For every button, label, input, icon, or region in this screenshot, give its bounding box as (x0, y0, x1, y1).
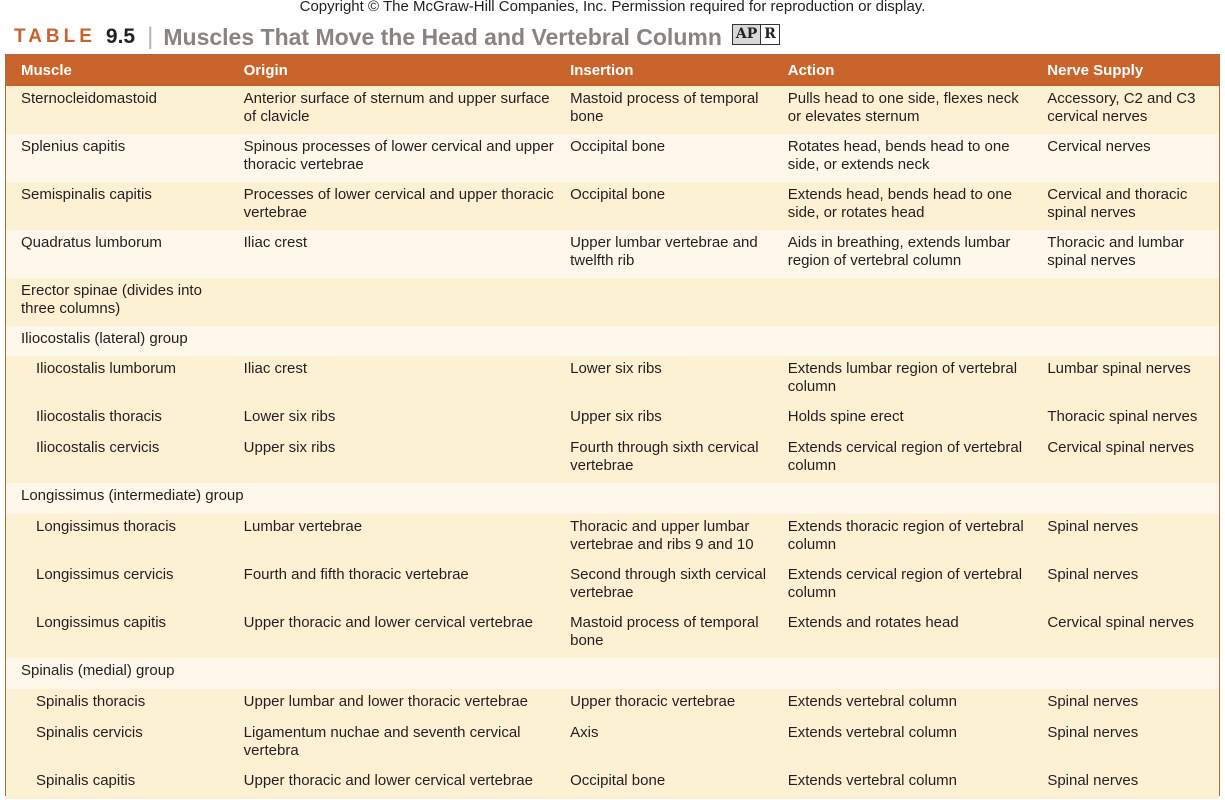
cell-muscle: Spinalis (medial) group (21, 662, 175, 679)
cell-action: Extends cervical region of vertebral column (787, 566, 1023, 601)
cell-insertion: Occipital bone (570, 186, 666, 203)
cell-action: Extends head, bends head to one side, or rotates head (787, 186, 1013, 221)
table-title: Muscles That Move the Head and Vertebral Column (163, 23, 722, 50)
cell-action: Extends and rotates head (787, 614, 959, 631)
table-row (6, 134, 1219, 182)
cell-nerve-supply: Accessory, C2 and C3 cervical nerves (1047, 90, 1196, 125)
column-header-muscle: Muscle (21, 62, 72, 79)
cell-insertion: Thoracic and upper lumbar vertebrae and ribs 9 and 10 (570, 518, 754, 553)
cell-nerve-supply: Cervical spinal nerves (1047, 614, 1195, 631)
group-heading-row (6, 278, 1219, 326)
cell-insertion: Upper lumbar vertebrae and twelfth rib (570, 234, 758, 269)
cell-muscle: Spinalis thoracis (36, 693, 146, 710)
cell-action: Extends vertebral column (787, 724, 957, 741)
copyright-notice: Copyright © The McGraw-Hill Companies, Inc. Permission required for reproduction or display. (299, 0, 926, 15)
apr-badge-r: R (760, 25, 779, 44)
apr-badge-ap: AP (733, 25, 760, 44)
cell-origin: Lower six ribs (243, 408, 336, 425)
cell-muscle: Semispinalis capitis (21, 186, 152, 203)
cell-nerve-supply: Spinal nerves (1047, 518, 1139, 535)
cell-nerve-supply: Lumbar spinal nerves (1047, 360, 1191, 377)
column-header-action: Action (787, 62, 835, 79)
cell-origin: Lumbar vertebrae (243, 518, 363, 535)
table-body (6, 86, 1219, 799)
cell-insertion: Mastoid process of temporal bone (570, 90, 759, 125)
table-row (6, 562, 1219, 610)
cell-origin: Upper lumbar and lower thoracic vertebrae (243, 693, 528, 710)
cell-insertion: Occipital bone (570, 138, 666, 155)
group-heading-row (6, 658, 1219, 689)
cell-muscle: Iliocostalis lumborum (36, 360, 177, 377)
table-row (6, 404, 1219, 435)
table-row (6, 689, 1219, 720)
cell-insertion: Occipital bone (570, 772, 666, 789)
cell-origin: Upper thoracic and lower cervical vertebrae (243, 772, 533, 789)
cell-origin: Spinous processes of lower cervical and upper thoracic vertebrae (243, 138, 554, 173)
table-row (6, 182, 1219, 230)
cell-origin: Upper thoracic and lower cervical vertebrae (243, 614, 533, 631)
cell-muscle: Longissimus (intermediate) group (21, 487, 244, 504)
cell-nerve-supply: Spinal nerves (1047, 566, 1139, 583)
cell-muscle: Erector spinae (divides into three columns) (21, 282, 202, 317)
group-heading-row (6, 483, 1219, 514)
table-row (6, 610, 1219, 658)
cell-insertion: Upper thoracic vertebrae (570, 693, 736, 710)
table-title-bar (14, 22, 780, 52)
cell-action: Extends lumbar region of vertebral column (787, 360, 1018, 395)
cell-origin: Processes of lower cervical and upper thoracic vertebrae (243, 186, 554, 221)
cell-action: Holds spine erect (787, 408, 904, 425)
cell-nerve-supply: Spinal nerves (1047, 772, 1139, 789)
cell-muscle: Longissimus capitis (36, 614, 167, 631)
cell-muscle: Iliocostalis cervicis (36, 439, 160, 456)
cell-action: Rotates head, bends head to one side, or extends neck (787, 138, 1010, 173)
cell-muscle: Longissimus thoracis (36, 518, 177, 535)
table-number: 9.5 (105, 25, 136, 48)
cell-origin: Ligamentum nuchae and seventh cervical vertebra (243, 724, 521, 759)
cell-nerve-supply: Thoracic spinal nerves (1047, 408, 1198, 425)
table-row (6, 356, 1219, 404)
group-heading-row (6, 326, 1219, 356)
table-row (6, 514, 1219, 562)
cell-nerve-supply: Thoracic and lumbar spinal nerves (1047, 234, 1185, 269)
cell-origin: Iliac crest (243, 360, 308, 377)
cell-muscle: Spinalis cervicis (36, 724, 143, 741)
cell-muscle: Spinalis capitis (36, 772, 136, 789)
table-row (6, 230, 1219, 278)
cell-nerve-supply: Spinal nerves (1047, 724, 1139, 741)
column-header-insertion: Insertion (570, 62, 634, 79)
cell-muscle: Longissimus cervicis (36, 566, 174, 583)
cell-nerve-supply: Spinal nerves (1047, 693, 1139, 710)
column-header-nerve-supply: Nerve Supply (1047, 62, 1144, 79)
cell-origin: Fourth and fifth thoracic vertebrae (243, 566, 469, 583)
column-header-origin: Origin (243, 62, 288, 79)
muscles-table (5, 54, 1220, 796)
cell-action: Extends thoracic region of vertebral column (787, 518, 1024, 553)
cell-muscle: Quadratus lumborum (21, 234, 162, 251)
table-row (6, 86, 1219, 134)
title-divider: | (147, 23, 154, 50)
table-row (6, 720, 1219, 768)
cell-insertion: Mastoid process of temporal bone (570, 614, 759, 649)
cell-insertion: Upper six ribs (570, 408, 662, 425)
cell-insertion: Fourth through sixth cervical vertebrae (570, 439, 759, 474)
cell-muscle: Sternocleidomastoid (21, 90, 157, 107)
cell-action: Extends cervical region of vertebral column (787, 439, 1023, 474)
apr-badge-icon (732, 24, 780, 45)
cell-origin: Anterior surface of sternum and upper surface of clavicle (243, 90, 550, 125)
cell-muscle: Iliocostalis (lateral) group (21, 330, 188, 347)
cell-action: Extends vertebral column (787, 772, 957, 789)
cell-action: Aids in breathing, extends lumbar region of vertebral column (787, 234, 1011, 269)
cell-insertion: Lower six ribs (570, 360, 662, 377)
cell-muscle: Iliocostalis thoracis (36, 408, 162, 425)
cell-muscle: Splenius capitis (21, 138, 126, 155)
cell-nerve-supply: Cervical spinal nerves (1047, 439, 1195, 456)
cell-nerve-supply: Cervical and thoracic spinal nerves (1047, 186, 1188, 221)
cell-insertion: Axis (570, 724, 599, 741)
cell-origin: Upper six ribs (243, 439, 336, 456)
cell-action: Pulls head to one side, flexes neck or elevates sternum (787, 90, 1019, 125)
cell-action: Extends vertebral column (787, 693, 957, 710)
cell-insertion: Second through sixth cervical vertebrae (570, 566, 767, 601)
cell-nerve-supply: Cervical nerves (1047, 138, 1151, 155)
cell-origin: Iliac crest (243, 234, 307, 251)
table-row (6, 435, 1219, 483)
table-row (6, 768, 1219, 799)
table-label: TABLE (14, 26, 96, 47)
table-header-row (6, 55, 1219, 86)
